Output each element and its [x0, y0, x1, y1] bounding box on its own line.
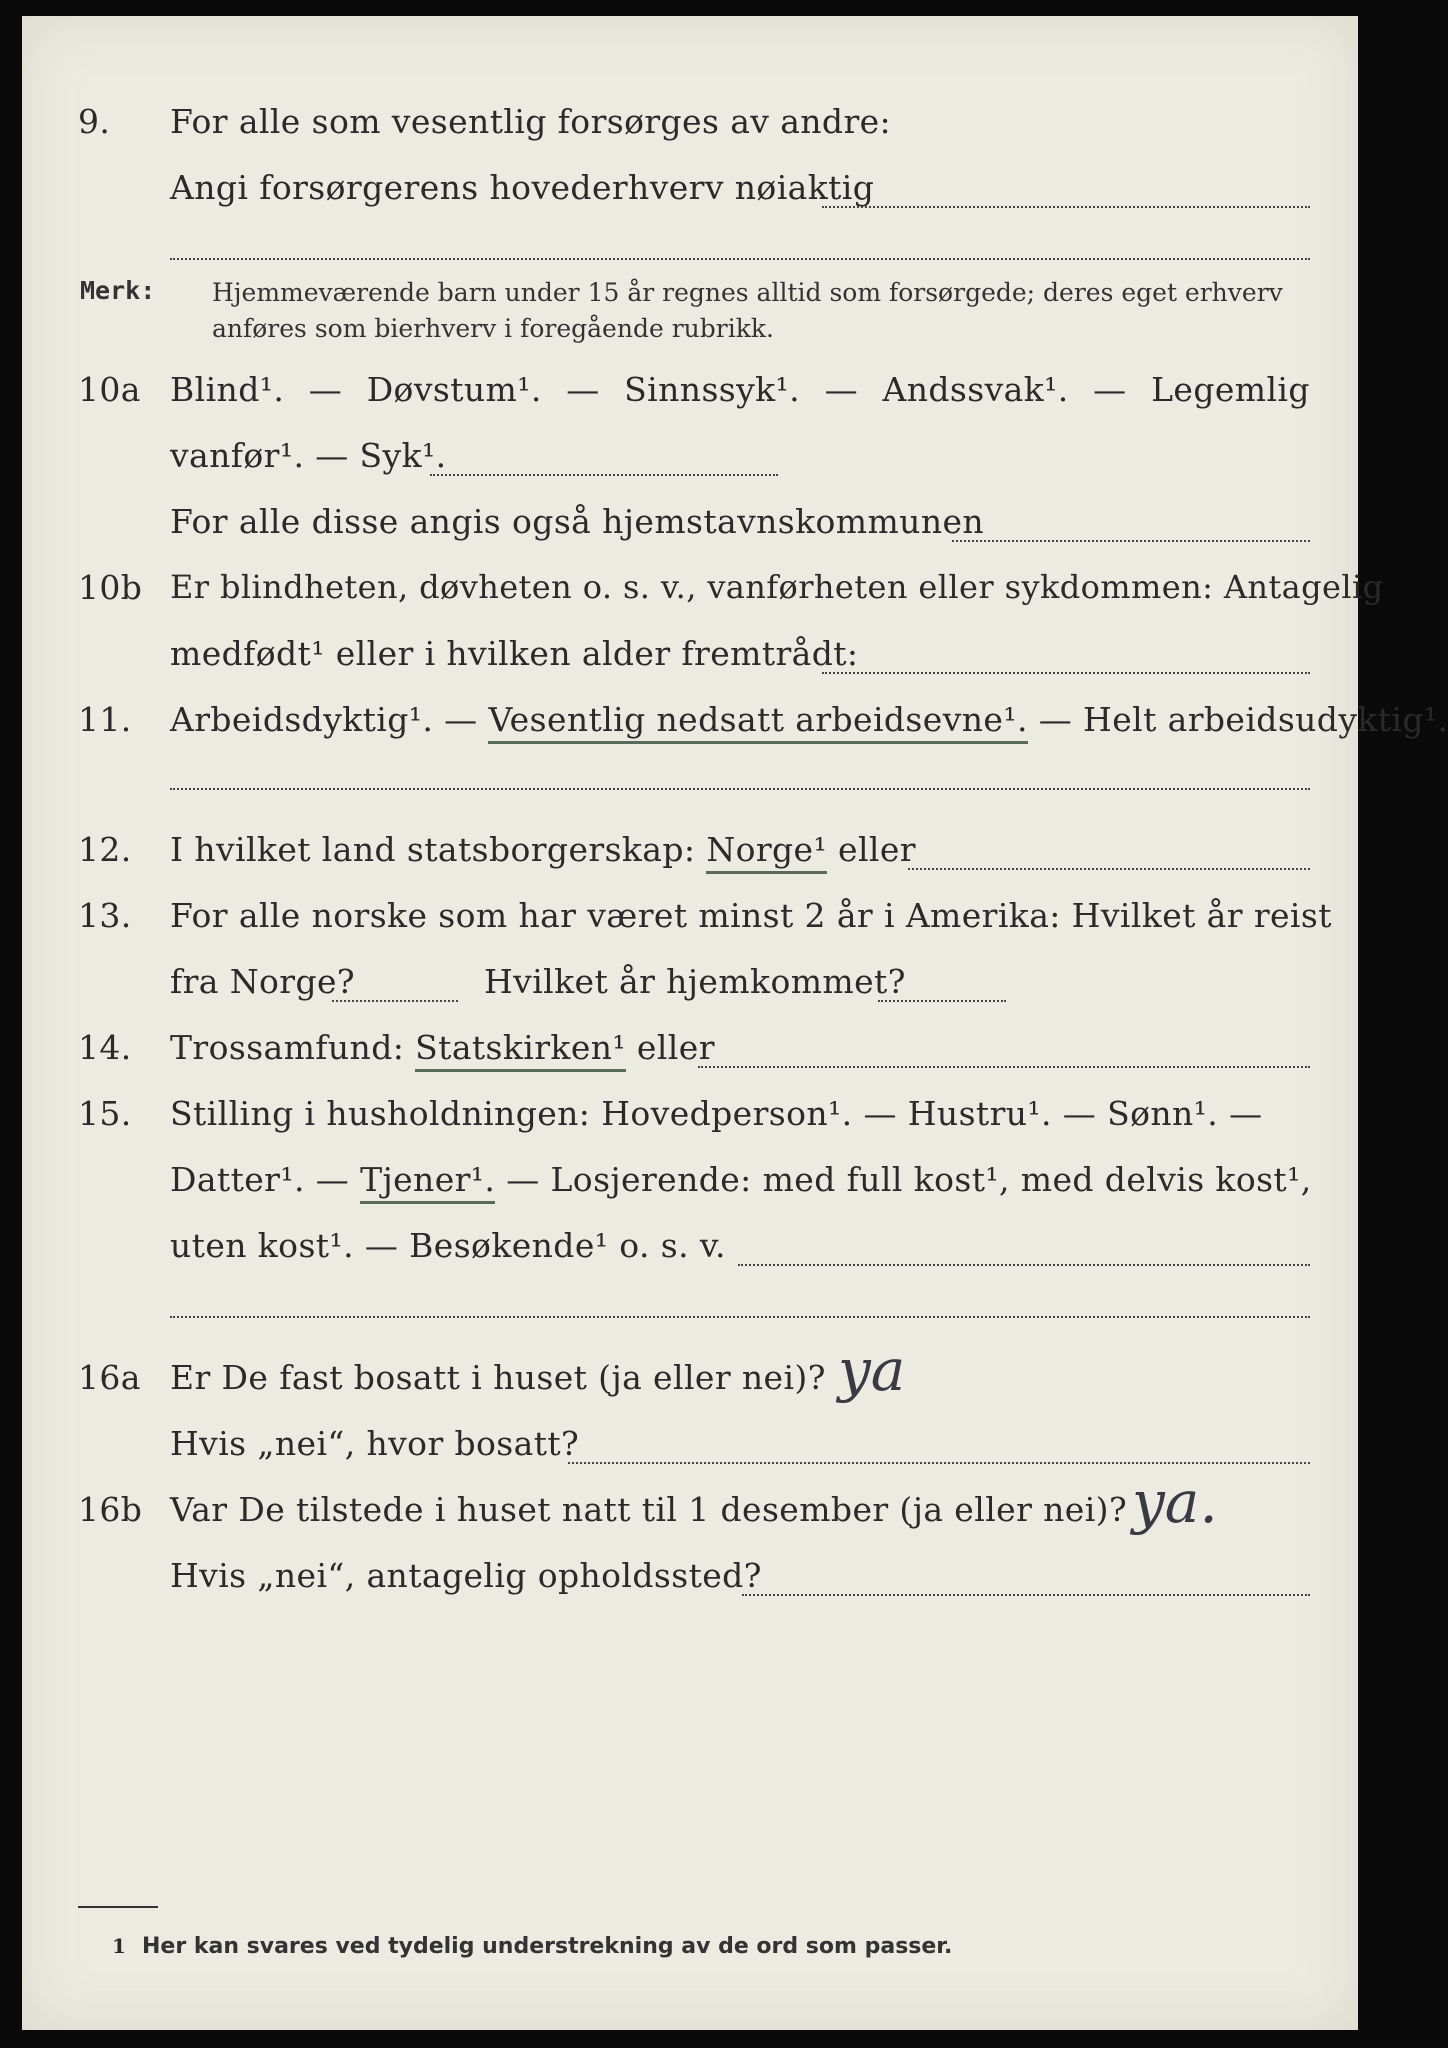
q14-number: 14.: [78, 1028, 132, 1067]
option-nedsatt-arbeidsevne-underlined[interactable]: Vesentlig nedsatt arbeidsevne¹.: [488, 700, 1027, 744]
option-tjener-underlined[interactable]: Tjener¹.: [360, 1160, 495, 1204]
q13-reist-line[interactable]: [332, 1000, 458, 1002]
q12-eller: eller: [838, 830, 916, 869]
q16b-text: Var De tilstede i huset natt til 1 desember (ja eller nei)?: [170, 1490, 1128, 1529]
q10a-hjemstavn-line[interactable]: [952, 540, 1310, 542]
option-dovstum[interactable]: Døvstum¹.: [366, 370, 542, 409]
q16a-row: [22, 1358, 1358, 1406]
census-form-page: [22, 16, 1448, 2030]
q16a-text-2: Hvis „nei“, hvor bosatt?: [170, 1424, 580, 1463]
q13-row: [22, 896, 1358, 944]
q15-number: 15.: [78, 1094, 132, 1133]
q12-number: 12.: [78, 830, 132, 869]
q10b-text-2: medfødt¹ eller i hvilken alder fremtrådt:: [170, 634, 859, 673]
dash: —: [824, 370, 858, 409]
q15-extra-line[interactable]: [170, 1316, 1310, 1318]
option-norge-underlined[interactable]: Norge¹: [706, 830, 827, 874]
q16b-text-2: Hvis „nei“, antagelig opholdssted?: [170, 1556, 762, 1595]
q15-row-3: [22, 1226, 1358, 1274]
q16a-handwritten-answer: ya: [838, 1336, 906, 1404]
q10b-answer-line[interactable]: [822, 672, 1310, 674]
q10a-row-3: [22, 502, 1358, 550]
q13-row-2: [22, 962, 1358, 1010]
q14-answer-line[interactable]: [698, 1066, 1310, 1068]
q10b-row-2: [22, 634, 1358, 682]
q9-row-2: [22, 168, 1358, 216]
q12-row: [22, 830, 1358, 878]
option-legemlig[interactable]: Legemlig: [1151, 370, 1310, 409]
q13-text: For alle norske som har været minst 2 år i Amerika: Hvilket år reist: [170, 896, 1332, 935]
q14-label: Trossamfund:: [170, 1028, 405, 1067]
q10a-text-2: vanfør¹. — Syk¹.: [170, 436, 447, 475]
footnote-text: Her kan svares ved tydelig understrekning av de ord som passer.: [142, 1934, 953, 1959]
q10b-text: Er blindheten, døvheten o. s. v., vanførheten eller sykdommen: Antagelig: [170, 568, 1384, 606]
q10b-number: 10b: [78, 568, 143, 607]
q9-number: 9.: [78, 102, 111, 141]
footnote-mark: 1: [112, 1934, 126, 1958]
option-statskirken-underlined[interactable]: Statskirken¹: [415, 1028, 626, 1072]
q10b-row: [22, 568, 1384, 616]
dash: —: [566, 370, 600, 409]
q12-answer-line[interactable]: [908, 868, 1310, 870]
q14-text: [170, 1028, 715, 1067]
q13-reist-label: fra Norge?: [170, 962, 356, 1001]
q11-row: [22, 700, 1448, 748]
q16a-text: Er De fast bosatt i huset (ja eller nei)?: [170, 1358, 826, 1397]
option-arbeidsudyktig[interactable]: — Helt arbeidsudyktig¹.: [1038, 700, 1448, 739]
q10a-answer-line[interactable]: [430, 474, 778, 476]
q16b-row-2: [22, 1556, 1358, 1604]
q10a-text-3: For alle disse angis også hjemstavnskommunen: [170, 502, 985, 541]
option-blind[interactable]: Blind¹.: [170, 370, 285, 409]
q15-row-2: [22, 1160, 1358, 1208]
q13-hjemkommet-label: Hvilket år hjemkommet?: [484, 962, 906, 1001]
option-datter[interactable]: Datter¹. —: [170, 1160, 350, 1199]
q15-row: [22, 1094, 1358, 1142]
q10a-options: [170, 370, 1310, 409]
q11-text: [170, 700, 1448, 739]
q15-text-2: [170, 1160, 1312, 1199]
merk-label: Merk:: [80, 276, 156, 305]
q14-row: [22, 1028, 1358, 1076]
q10a-row: [22, 370, 1358, 418]
q16a-row-2: [22, 1424, 1358, 1472]
q13-hjemkommet-line[interactable]: [878, 1000, 1006, 1002]
merk-text-2: anføres som bierhverv i foregående rubrikk.: [212, 314, 774, 343]
q13-number: 13.: [78, 896, 132, 935]
footnote-rule: [78, 1906, 158, 1908]
q16b-handwritten-answer: ya.: [1132, 1468, 1218, 1536]
option-losjerende[interactable]: — Losjerende: med full kost¹, med delvis kost¹,: [506, 1160, 1312, 1199]
option-arbeidsdyktig[interactable]: Arbeidsdyktig¹. —: [170, 700, 478, 739]
q16b-answer-line[interactable]: [742, 1594, 1310, 1596]
q15-answer-line[interactable]: [738, 1264, 1310, 1266]
q16a-answer-line[interactable]: [568, 1462, 1310, 1464]
dash: —: [1093, 370, 1127, 409]
q10a-number: 10a: [78, 370, 141, 409]
q16a-number: 16a: [78, 1358, 141, 1397]
q16b-number: 16b: [78, 1490, 143, 1529]
merk-text-1: Hjemmeværende barn under 15 år regnes alltid som forsørgede; deres eget erhverv: [212, 278, 1283, 307]
q11-extra-line[interactable]: [170, 788, 1310, 790]
q12-text: [170, 830, 916, 869]
q10a-row-2: [22, 436, 1358, 484]
q11-number: 11.: [78, 700, 132, 739]
q15-text-3: uten kost¹. — Besøkende¹ o. s. v.: [170, 1226, 726, 1265]
q9-text-2: Angi forsørgerens hovederhverv nøiaktig: [170, 168, 875, 207]
q12-label: I hvilket land statsborgerskap:: [170, 830, 696, 869]
option-sinnssyk[interactable]: Sinnssyk¹.: [624, 370, 801, 409]
option-andssvak[interactable]: Andssvak¹.: [882, 370, 1069, 409]
q9-row: [22, 102, 1358, 150]
q9-text: For alle som vesentlig forsørges av andre:: [170, 102, 892, 141]
q15-text: Stilling i husholdningen: Hovedperson¹. — Hustru¹. — Sønn¹. —: [170, 1094, 1263, 1133]
q14-eller: eller: [636, 1028, 715, 1067]
q9-answer-line[interactable]: [822, 206, 1310, 208]
q9-extra-line[interactable]: [170, 258, 1310, 260]
dash: —: [308, 370, 343, 409]
